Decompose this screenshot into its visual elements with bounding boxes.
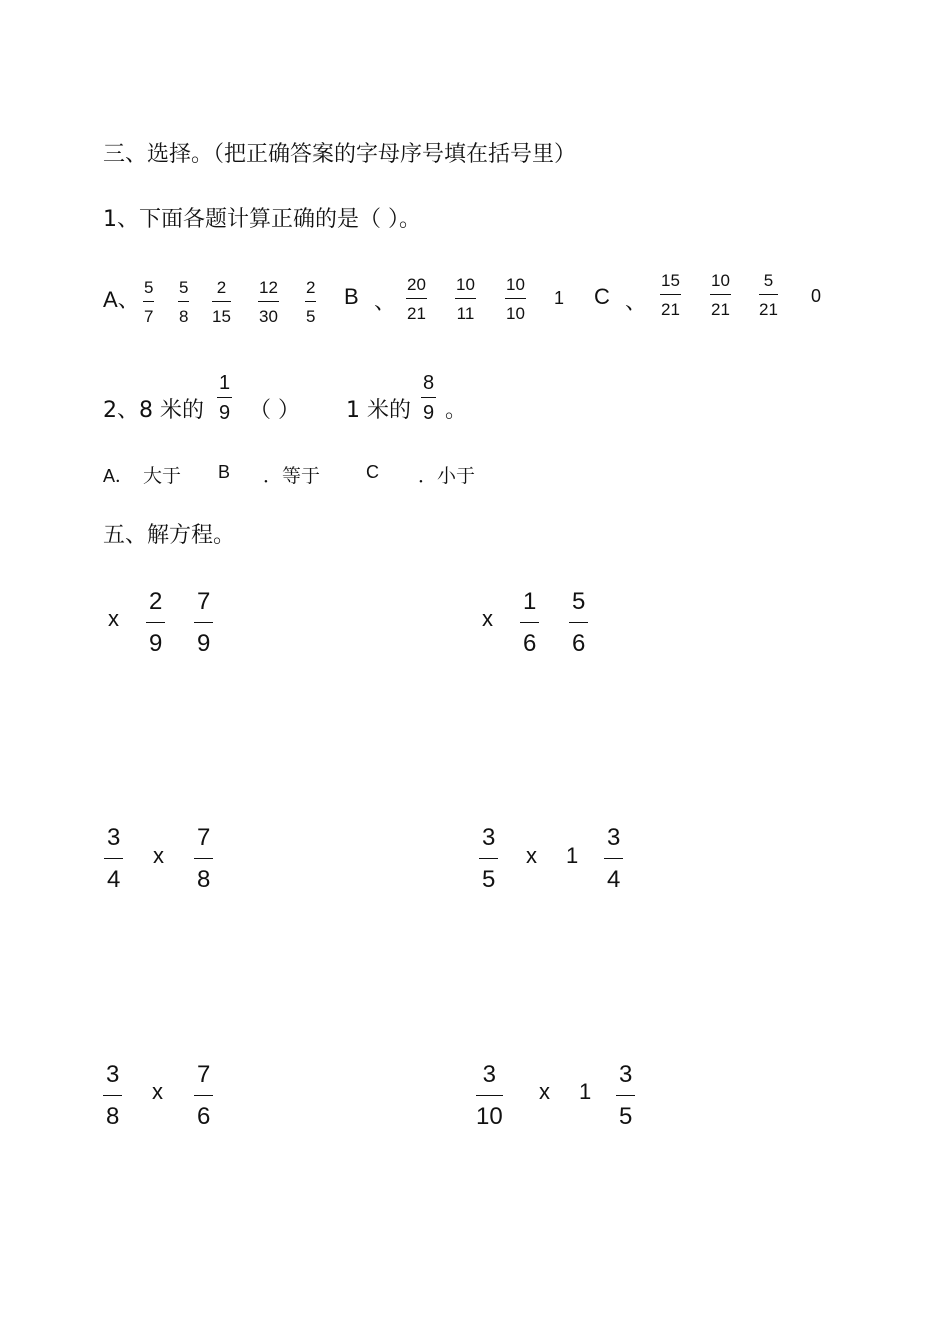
option-a-fraction-1 [143,279,154,325]
option-c-fraction-3 [759,272,778,318]
denominator: 30 [259,307,278,327]
option-a-fraction-2 [178,279,189,325]
option-c-label: C [594,284,610,309]
denominator: 15 [212,307,231,327]
denominator: 21 [407,304,426,324]
numerator: 5 [179,278,189,297]
numerator: 2 [216,278,227,297]
question-2-prefix: 2、8 米的 [103,398,204,423]
q2-option-b-letter: B [218,462,231,482]
eq3-fraction-2 [194,826,213,892]
option-a-label: A、 [103,287,140,312]
section-three-heading: 三、选择。（把正确答案的字母序号填在括号里） [103,142,577,167]
q2-option-a-letter: A． [103,466,134,486]
numerator: 15 [661,271,680,290]
denominator: 4 [607,866,621,894]
numerator: 8 [423,372,435,394]
numerator: 2 [149,588,163,615]
numerator: 5 [763,271,774,290]
eq6-fraction-2 [616,1063,635,1129]
question-2-answer-blank: （ ） [249,398,300,423]
option-b-result: 1 [554,288,565,308]
numerator: 5 [144,278,154,297]
denominator: 9 [219,402,231,425]
numerator: 10 [506,275,525,294]
eq2-fraction-1 [520,590,539,656]
question-2-suffix: 。 [445,398,468,423]
eq1-variable: x [108,606,119,631]
numerator: 12 [259,278,278,297]
eq2-fraction-2 [569,590,588,656]
eq3-fraction-1 [104,826,123,892]
denominator: 5 [306,307,316,327]
option-c-fraction-2 [710,272,731,318]
denominator: 10 [506,304,525,324]
option-b-label: B [344,284,359,309]
denominator: 9 [423,402,435,425]
eq5-fraction-1 [103,1063,122,1129]
option-a-fraction-5 [305,279,316,325]
eq6-variable: x [539,1079,550,1104]
eq6-constant: 1 [579,1079,592,1104]
q2-option-b-text: ．等于 [263,465,321,487]
numerator: 3 [106,1061,120,1088]
option-b-fraction-1 [406,276,427,322]
denominator: 8 [179,307,189,327]
denominator: 10 [476,1103,503,1131]
eq3-variable: x [153,843,164,868]
eq4-fraction-2 [604,826,623,892]
option-b-fraction-2 [455,276,476,322]
eq4-variable: x [526,843,537,868]
numerator: 3 [107,824,121,851]
eq2-variable: x [482,606,493,631]
eq1-fraction-1 [146,590,165,656]
denominator: 4 [107,866,121,894]
denominator: 11 [456,304,475,324]
denominator: 21 [711,300,730,320]
option-a-fraction-3 [212,279,231,325]
denominator: 8 [106,1103,120,1131]
denominator: 7 [144,307,154,327]
section-five-heading: 五、解方程。 [103,523,236,548]
option-c-result: 0 [811,286,822,306]
question-2-fraction-2 [421,373,436,423]
denominator: 5 [482,866,496,894]
option-a-fraction-4 [258,279,279,325]
denominator: 6 [523,630,537,658]
denominator: 5 [619,1103,633,1131]
eq5-fraction-2 [194,1063,213,1129]
option-c-fraction-1 [660,272,681,318]
eq4-constant: 1 [566,843,579,868]
eq5-variable: x [152,1079,163,1104]
eq1-fraction-2 [194,590,213,656]
numerator: 2 [306,278,316,297]
numerator: 3 [607,824,621,851]
numerator: 3 [482,824,496,851]
numerator: 10 [456,275,475,294]
question-1-stem: 1、下面各题计算正确的是（ ）。 [103,207,421,232]
numerator: 10 [711,271,730,290]
question-2-fraction-1 [217,373,232,423]
q2-option-c-letter: C [366,462,379,482]
numerator: 3 [482,1061,497,1088]
option-b-fraction-3 [505,276,526,322]
numerator: 7 [197,588,211,615]
numerator: 3 [619,1061,633,1088]
denominator: 6 [572,630,586,658]
denominator: 9 [149,630,163,658]
eq4-fraction-1 [479,826,498,892]
q2-option-c-text: ．小于 [418,465,476,487]
option-c-separator: 、 [625,290,648,315]
numerator: 1 [523,588,537,615]
denominator: 21 [661,300,680,320]
q2-option-a-text: 大于 [143,465,182,487]
eq6-fraction-1 [476,1063,503,1129]
denominator: 8 [197,866,211,894]
denominator: 21 [759,300,778,320]
numerator: 5 [572,588,586,615]
numerator: 1 [219,372,231,394]
denominator: 9 [197,630,211,658]
option-b-separator: 、 [374,290,397,315]
denominator: 6 [197,1103,211,1131]
question-2-middle: 1 米的 [346,398,411,423]
numerator: 20 [407,275,426,294]
numerator: 7 [197,1061,211,1088]
numerator: 7 [197,824,211,851]
